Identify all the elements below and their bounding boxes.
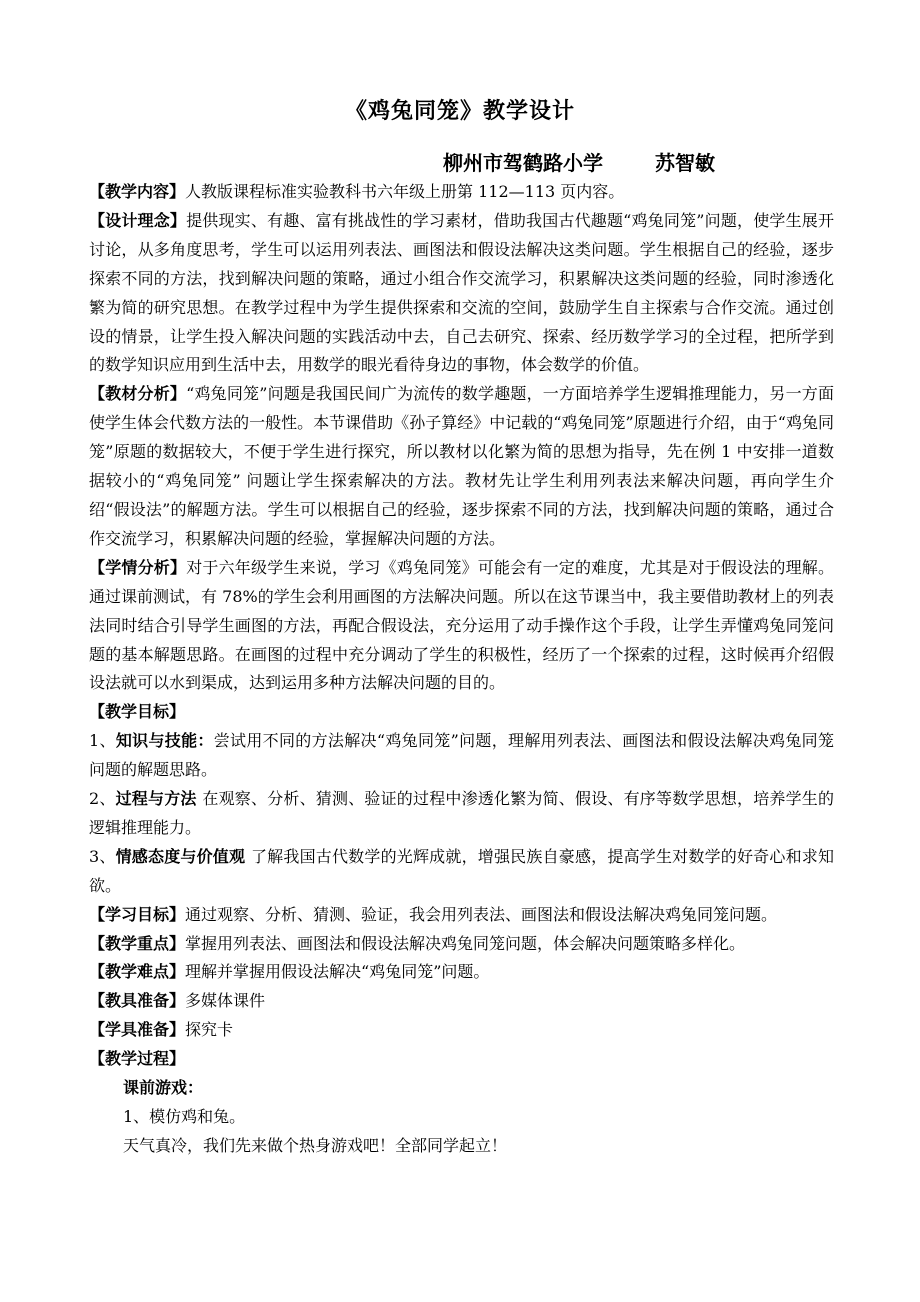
goal-label: 情感态度与价值观: [115, 846, 246, 866]
goal-item-process: [89, 785, 834, 843]
goal-item-attitude: [89, 843, 834, 901]
section-label: 【学情分析】: [89, 557, 187, 577]
goal-item-knowledge: [89, 727, 834, 785]
section-label: 【学习目标】: [89, 904, 186, 924]
section-text: 掌握用列表法、画图法和假设法解决鸡兔同笼问题，体会解决问题策略多样化。: [185, 933, 746, 953]
section-label: 【教学难点】: [89, 962, 186, 982]
section-difficulty: [89, 958, 834, 987]
section-text: 通过观察、分析、猜测、验证，我会用列表法、画图法和假设法解决鸡兔同笼问题。: [185, 904, 778, 924]
section-label: 【学具准备】: [89, 1020, 186, 1040]
section-key-point: [89, 930, 834, 959]
section-students: [89, 554, 834, 699]
author-name: 苏智敏: [655, 151, 715, 175]
goal-text: 在观察、分析、猜测、验证的过程中渗透化繁为简、假设、有序等数学思想，培养学生的逻辑推理能力。: [89, 789, 834, 837]
section-text: 多媒体课件: [185, 991, 266, 1011]
section-text: 探究卡: [185, 1020, 234, 1040]
document-body: [89, 178, 834, 1161]
section-text: 人教版课程标准实验教科书六年级上册第 112—113 页内容。: [185, 182, 625, 201]
section-label: 【教具准备】: [89, 991, 186, 1011]
document-title: 《鸡兔同笼》教学设计: [344, 98, 575, 124]
goal-label: 过程与方法: [115, 789, 197, 809]
section-label: 【教材分析】: [89, 384, 187, 404]
section-content: [89, 178, 834, 207]
section-learning-goal: [89, 901, 834, 930]
process-item: 1、模仿鸡和兔。: [123, 1107, 246, 1126]
process-subheading: 课前游戏：: [123, 1078, 204, 1098]
section-text: 理解并掌握用假设法解决“鸡兔同笼”问题。: [185, 962, 490, 982]
section-concept: [89, 207, 834, 380]
section-teacher-prep: [89, 987, 834, 1016]
goal-number: 2、: [89, 789, 116, 809]
process-text: 天气真冷，我们先来做个热身游戏吧！全部同学起立！: [123, 1135, 508, 1155]
section-label: 【教学过程】: [89, 1049, 186, 1069]
byline: [443, 147, 715, 176]
section-student-prep: [89, 1016, 834, 1045]
section-label: 【教学重点】: [89, 933, 186, 953]
section-label: 【教学内容】: [89, 182, 186, 201]
section-label: 【设计理念】: [89, 210, 187, 230]
section-material: [89, 380, 834, 553]
section-process-heading: [89, 1045, 834, 1074]
goal-number: 3、: [89, 846, 116, 866]
section-text: “鸡兔同笼”问题是我国民间广为流传的数学趣题，一方面培养学生逻辑推理能力，另一方面使学生体会代数方法的一般性。本节课借助《孙子算经》中记载的“鸡兔同笼”原题进行介绍，由于“鸡兔同笼”原题的数据较大，不便于学生进行探究，所以教材以化繁为简的思想为指导，先在例 1 中安排一道数据较小的“鸡兔同笼” 问题让学生探索解决的方法。教材先让学生利用列表法来解决问题，再向学生介绍“假设法”的解题方法。学生可以根据自己的经验，逐步探索不同的方法，找到解决问题的策略，通过合作交流学习，积累解决问题的经验，掌握解决问题的方法。: [89, 384, 834, 548]
section-goals-heading: [89, 698, 834, 727]
goal-colon: ：: [197, 731, 214, 751]
goal-text: 了解我国古代数学的光辉成就，增强民族自豪感，提高学生对数学的好奇心和求知欲。: [89, 846, 834, 895]
goal-label: 知识与技能: [115, 731, 198, 751]
goal-text: 尝试用不同的方法解决“鸡兔同笼”问题，理解用列表法、画图法和假设法解决鸡兔同笼问题的解题思路。: [89, 731, 834, 780]
school-name: 柳州市驾鹤路小学: [443, 151, 603, 175]
goal-number: 1、: [89, 731, 116, 751]
section-text: 提供现实、有趣、富有挑战性的学习素材，借助我国古代趣题“鸡兔同笼”问题，使学生展开讨论，从多角度思考，学生可以运用列表法、画图法和假设法解决这类问题。学生根据自己的经验，逐步探索不同的方法，找到解决问题的策略，通过小组合作交流学习，积累解决这类问题的经验，同时渗透化繁为简的研究思想。在教学过程中为学生提供探索和交流的空间，鼓励学生自主探索与合作交流。通过创设的情景，让学生投入解决问题的实践活动中去，自己去研究、探索、经历数学学习的全过程，把所学到的数学知识应用到生活中去，用数学的眼光看待身边的事物，体会数学的价值。: [89, 210, 834, 375]
section-label: 【教学目标】: [89, 702, 186, 722]
section-text: 对于六年级学生来说，学习《鸡兔同笼》可能会有一定的难度，尤其是对于假设法的理解。通过课前测试，有 78%的学生会利用画图的方法解决问题。所以在这节课当中，我主要借助教材上的列表法同时结合引导学生画图的方法，再配合假设法，充分运用了动手操作这个手段，让学生弄懂鸡兔同笼问题的基本解题思路。在画图的过程中充分调动了学生的积极性，经历了一个探索的过程，这时候再介绍假设法就可以水到渠成，达到运用多种方法解决问题的目的。: [89, 557, 834, 693]
